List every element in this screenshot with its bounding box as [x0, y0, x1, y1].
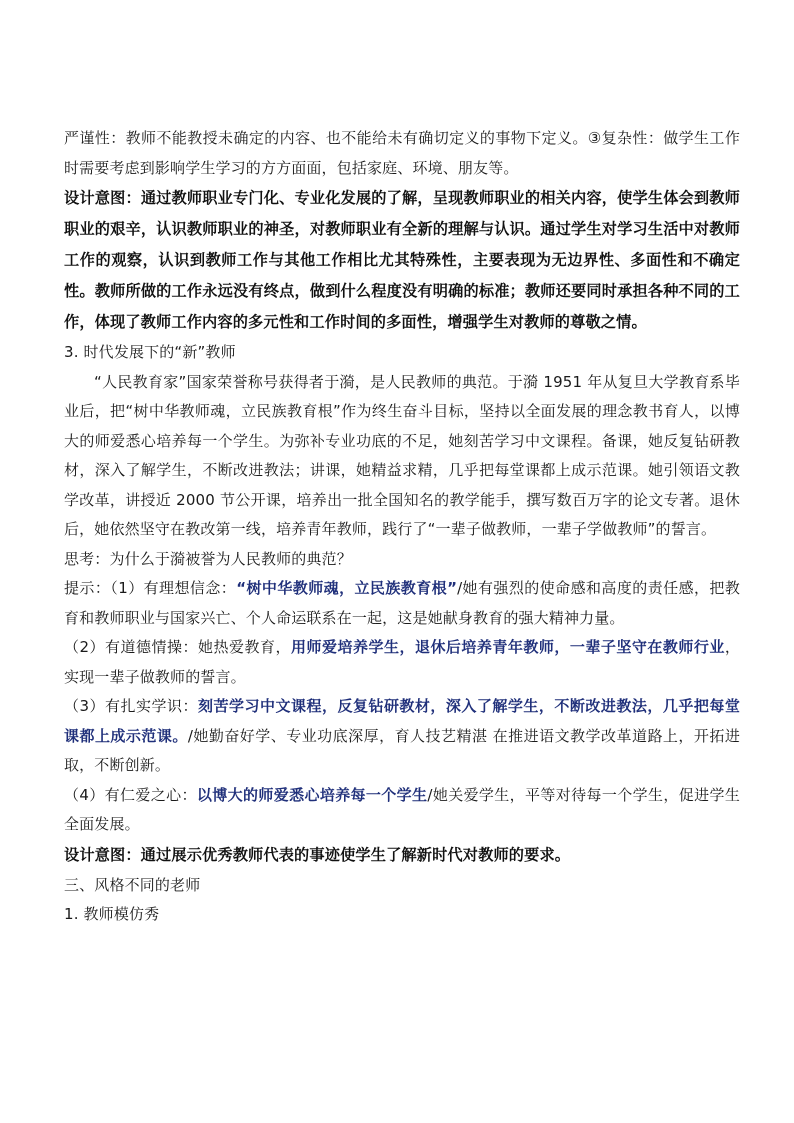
paragraph-tip-4: [64, 781, 740, 840]
paragraph-think-question: 思考：为什么于漪被誉为人民教师的典范？: [64, 549, 352, 568]
tip-1-label: 提示：（1）有理想信念：: [64, 579, 237, 597]
heading-section-3: 三、风格不同的老师: [64, 875, 201, 894]
tip-3-highlight: 刻苦学习中文课程，反复钻研教材，深入了解学生，不断改进教法，几乎把每堂课都上成示范课。: [64, 697, 740, 745]
paragraph-tip-2: [64, 633, 740, 692]
heading-new-teacher: 3. 时代发展下的“新”教师: [64, 343, 236, 361]
tip-1-highlight: “树中华教师魂，立民族教育根”: [236, 579, 458, 597]
tip-3-label: （3）有扎实学识：: [64, 697, 198, 715]
tip-1-text: /她有强烈的使命感和高度的责任感，把教育和教师职业与国家兴亡、个人命运联系在一起，这是她献身教育的强大精神力量。: [64, 579, 741, 627]
paragraph-design-intent-2: 设计意图：通过展示优秀教师代表的事迹使学生了解新时代对教师的要求。: [64, 845, 571, 864]
tip-3-text: /她勤奋好学、专业功底深厚，育人技艺精湛 在推进语文教学改革道路上，开拓进取，不断创新。: [64, 726, 740, 774]
tip-4-label: （4）有仁爱之心：: [64, 785, 197, 804]
tip-2-highlight: 用师爱培养学生，退休后培养青年教师，一辈子坚守在教师行业: [290, 638, 725, 656]
paragraph-rigor-complexity: 严谨性：教师不能教授未确定的内容、也不能给未有确切定义的事物下定义。③复杂性：做学生工作时需要考虑到影响学生学习的方方面面，包括家庭、环境、朋友等。: [64, 129, 740, 177]
tip-4-text: /她关爱学生，平等对待每一个学生，促进学生全面发展。: [64, 785, 740, 833]
paragraph-tip-3: [64, 692, 740, 781]
heading-section-3-1: 1. 教师模仿秀: [64, 905, 160, 923]
paragraph-design-intent-1: 设计意图：通过教师职业专门化、专业化发展的了解，呈现教师职业的相关内容，使学生体会到教师职业的艰辛，认识教师职业的神圣，对教师职业有全新的理解与认识。通过学生对学习生活中对教师工作的观察，认识到教师工作与其他工作相比尤其特殊性，主要表现为无边界性、多面性和不确定性。教师所做的工作永远没有终点，做到什么程度没有明确的标准；教师还要同时承担各种不同的工作，体现了教师工作内容的多元性和工作时间的多面性，增强学生对教师的尊敬之情。: [64, 189, 740, 331]
tip-2-label: （2）有道德情操：她热爱教育，: [64, 638, 291, 656]
paragraph-yu-yi-story: “人民教育家”国家荣誉称号获得者于漪，是人民教师的典范。于漪 1951 年从复旦大学教育系毕业后，把“树中华教师魂，立民族教育根”作为终生奋斗目标，坚持以全面发展的理念教书育人，以博大的师爱悉心培养每一个学生。为弥补专业功底的不足，她刻苦学习中文课程。备课，她反复钻研教材，深入了解学生，不断改进教法；讲课，她精益求精，几乎把每堂课都上成示范课。她引领语文教学改革，讲授近 2000 节公开课，培养出一批全国知名的教学能手，撰写数百万字的论文专著。退休后，她依然坚守在教改第一线，培养青年教师，践行了“一辈子做教师，一辈子学做教师”的誓言。: [64, 372, 740, 538]
tip-4-highlight: 以博大的师爱悉心培养每一个学生: [196, 785, 428, 804]
tip-2-text: ，实现一辈子做教师的誓言。: [64, 638, 741, 686]
paragraph-tip-1: [64, 574, 740, 633]
